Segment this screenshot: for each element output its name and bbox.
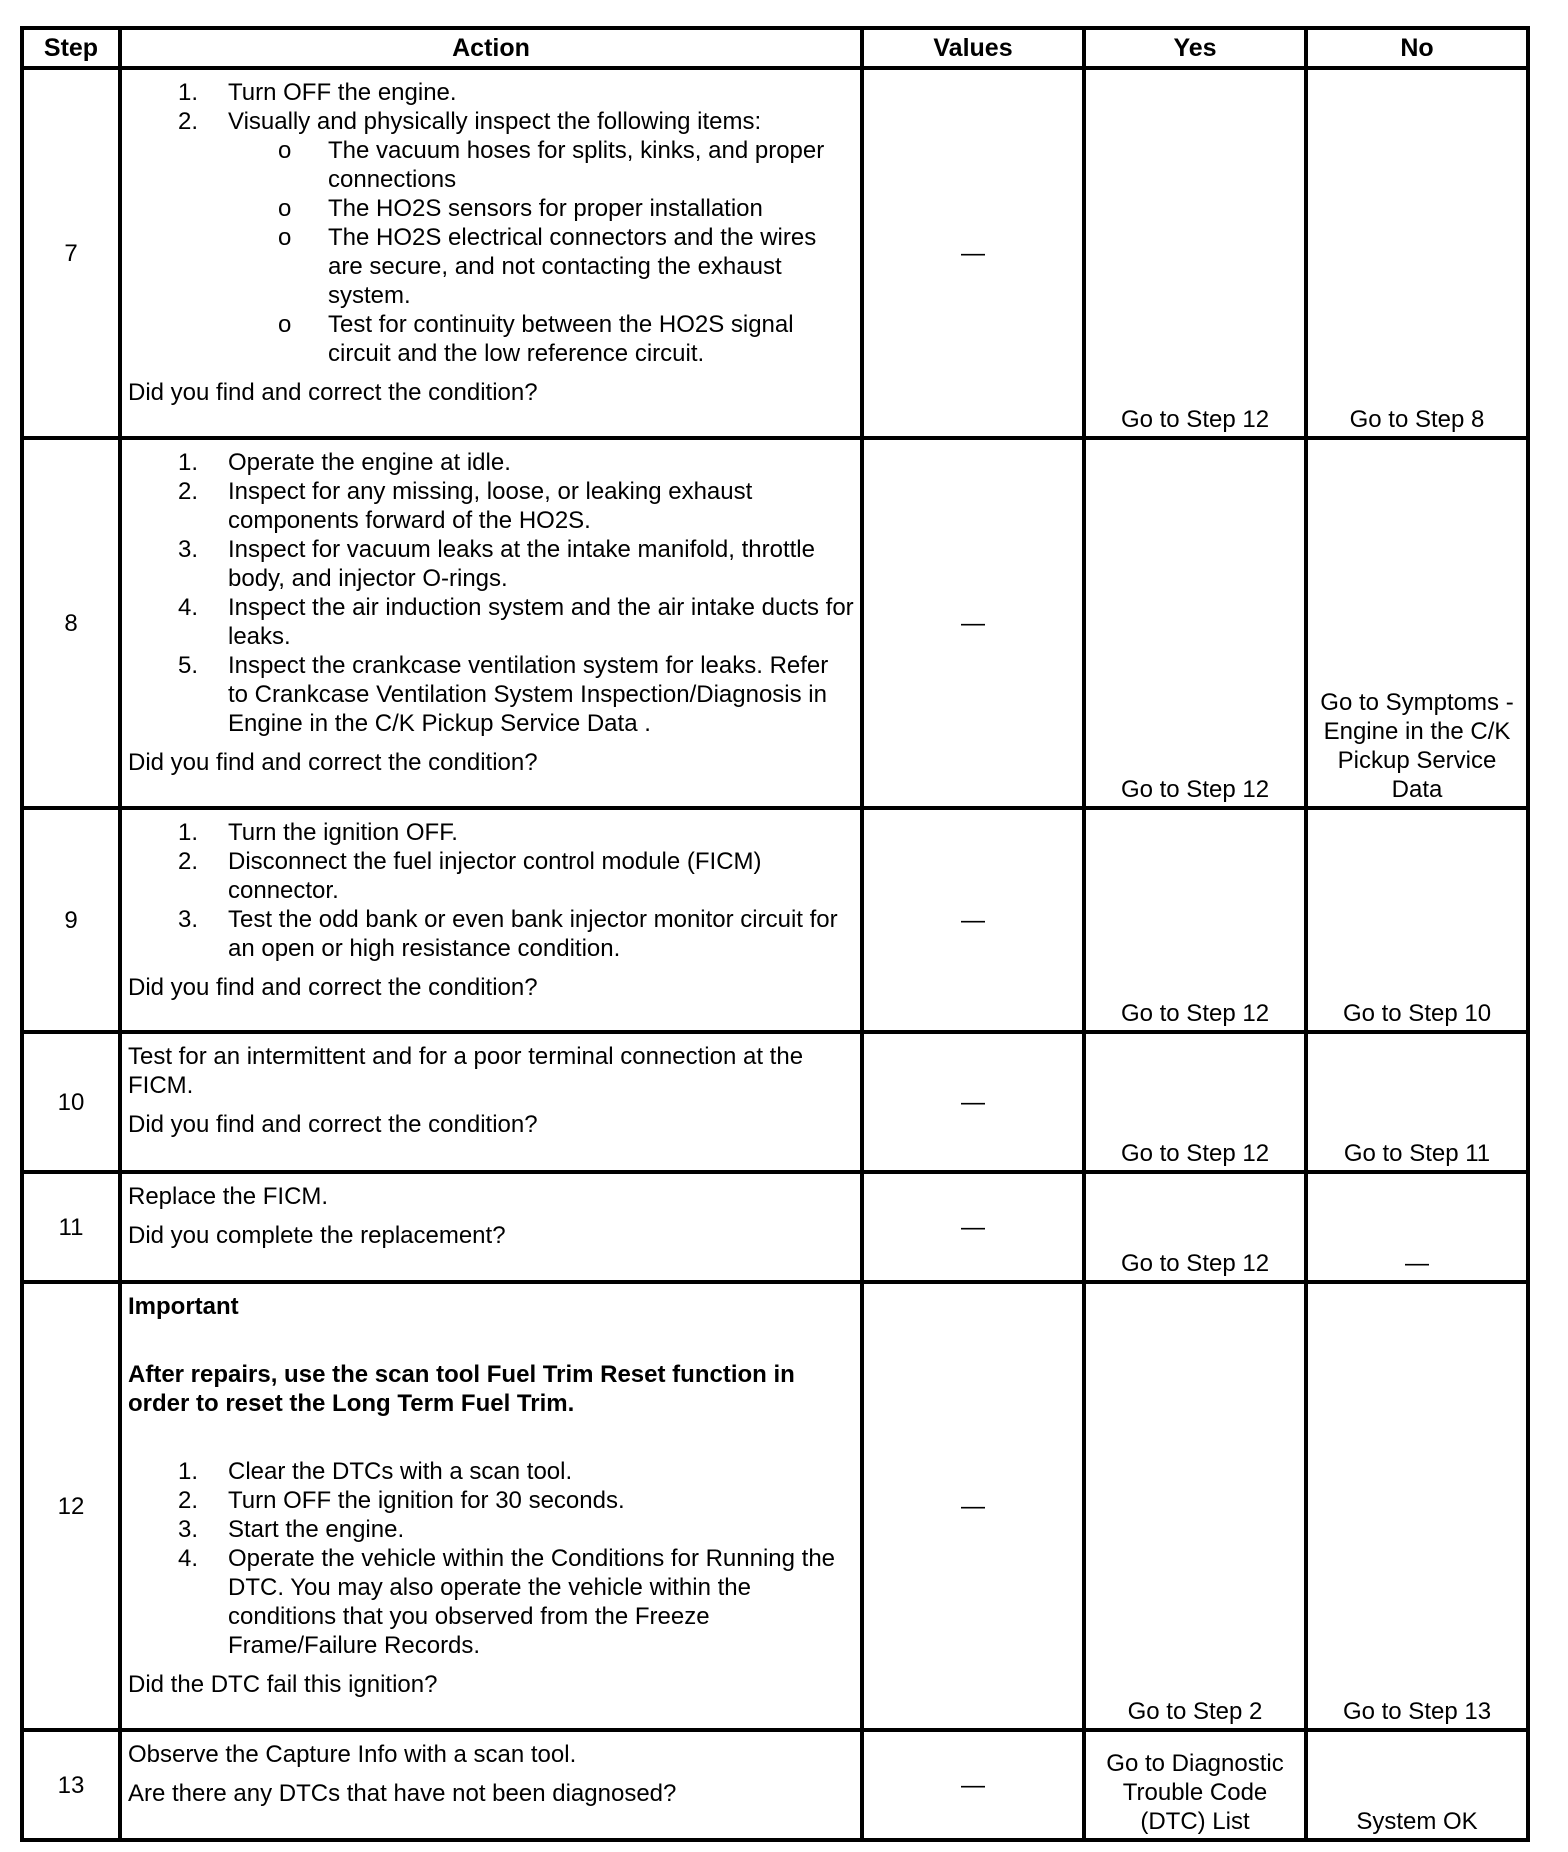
list-item: 3. Start the engine. [178,1516,405,1543]
no-cell: Go to Step 8 [1306,68,1528,438]
diagnostic-table [20,26,1530,1842]
action-text: Observe the Capture Info with a scan tool. [128,1741,577,1768]
values-cell: — [862,1730,1084,1840]
list-item: 4. Operate the vehicle within the Conditions for Running the DTC. You may also operate the vehicle within the conditions that you observed from the Freeze Frame/Failure Records. [178,1545,836,1659]
list-item: 1. Clear the DTCs with a scan tool. [178,1458,573,1485]
yes-cell: Go to Step 12 [1084,438,1306,808]
values-cell: — [862,438,1084,808]
list-item: 2. Disconnect the fuel injector control module (FICM) connector. [178,848,762,904]
question-text: Did you find and correct the condition? [128,379,538,406]
sub-list-item: o The HO2S electrical connectors and the wires are secure, and not contacting the exhaust system. [278,224,817,309]
list-item: 1. Turn the ignition OFF. [178,819,458,846]
question-text: Did you find and correct the condition? [128,1111,538,1138]
yes-cell: Go to Step 12 [1084,808,1306,1032]
list-item: 1. Operate the engine at idle. [178,449,511,476]
step-number: 13 [22,1730,120,1840]
table-row-step-9 [22,808,1528,1032]
action-text: Test for an intermittent and for a poor terminal connection at the FICM. [128,1043,804,1099]
step-number: 7 [22,68,120,438]
list-item: 3. Inspect for vacuum leaks at the intake manifold, throttle body, and injector O-rings. [178,536,815,592]
question-text: Did you complete the replacement? [128,1222,506,1249]
sub-list [228,136,854,368]
table-row-step-8 [22,438,1528,808]
no-cell: Go to Step 13 [1306,1282,1528,1730]
action-cell [120,1282,862,1730]
list-item: 2. Visually and physically inspect the following items: o The vacuum hoses for splits, kinks, and proper connections o The HO2S sensors for proper installation o The HO2S electrical connectors and the wires are secure, and not contacting the exhaust system. o Test for continuity between the HO2S signal circuit and the low reference circuit. [128,107,854,368]
table-row-step-12 [22,1282,1528,1730]
values-cell: — [862,808,1084,1032]
table-row-step-13 [22,1730,1528,1840]
step-number: 10 [22,1032,120,1172]
action-cell [120,438,862,808]
no-cell: System OK [1306,1730,1528,1840]
step-number: 9 [22,808,120,1032]
yes-cell: Go to Step 12 [1084,1032,1306,1172]
step-number: 12 [22,1282,120,1730]
step-number: 8 [22,438,120,808]
question-text: Did the DTC fail this ignition? [128,1671,438,1698]
values-cell: — [862,1282,1084,1730]
question-text: Did you find and correct the condition? [128,749,538,776]
header-row [22,28,1528,68]
step-number: 11 [22,1172,120,1282]
action-list [128,78,854,368]
action-text: Replace the FICM. [128,1183,329,1210]
values-cell: — [862,1172,1084,1282]
table-row-step-11 [22,1172,1528,1282]
header-values: Values [862,28,1084,68]
values-cell: — [862,1032,1084,1172]
action-cell [120,1172,862,1282]
list-item: 2. Turn OFF the ignition for 30 seconds. [178,1487,625,1514]
action-list [128,448,854,738]
no-cell: Go to Symptoms - Engine in the C/K Pickup Service Data [1306,438,1528,808]
sub-list-item: o The vacuum hoses for splits, kinks, and proper connections [278,137,825,193]
yes-cell: Go to Step 2 [1084,1282,1306,1730]
important-note: After repairs, use the scan tool Fuel Trim Reset function in order to reset the Long Term Fuel Trim. [128,1361,795,1417]
yes-cell: Go to Step 12 [1084,1172,1306,1282]
action-cell [120,68,862,438]
list-item: 3. Test the odd bank or even bank injector monitor circuit for an open or high resistance condition. [178,906,838,962]
action-cell [120,1032,862,1172]
values-cell: — [862,68,1084,438]
action-list [128,818,854,963]
list-item: 2. Inspect for any missing, loose, or leaking exhaust components forward of the HO2S. [178,478,753,534]
no-cell: Go to Step 11 [1306,1032,1528,1172]
no-cell: Go to Step 10 [1306,808,1528,1032]
no-cell: — [1306,1172,1528,1282]
yes-cell: Go to Step 12 [1084,68,1306,438]
yes-cell: Go to Diagnostic Trouble Code (DTC) List [1084,1730,1306,1840]
sub-list-item: o Test for continuity between the HO2S signal circuit and the low reference circuit. [278,311,794,367]
question-text: Did you find and correct the condition? [128,974,538,1001]
important-title: Important [128,1293,239,1320]
header-action: Action [120,28,862,68]
header-yes: Yes [1084,28,1306,68]
action-list [128,1457,854,1660]
header-step: Step [22,28,120,68]
action-cell [120,1730,862,1840]
list-item: 1. Turn OFF the engine. [178,79,457,106]
table-row-step-7 [22,68,1528,438]
question-text: Are there any DTCs that have not been diagnosed? [128,1780,677,1807]
sub-list-item: o The HO2S sensors for proper installation [278,195,763,222]
table-row-step-10 [22,1032,1528,1172]
list-item: 4. Inspect the air induction system and the air intake ducts for leaks. [178,594,854,650]
header-no: No [1306,28,1528,68]
action-cell [120,808,862,1032]
list-item: 5. Inspect the crankcase ventilation system for leaks. Refer to Crankcase Ventilation System Inspection/Diagnosis in Engine in the C/K Pickup Service Data . [178,652,829,737]
